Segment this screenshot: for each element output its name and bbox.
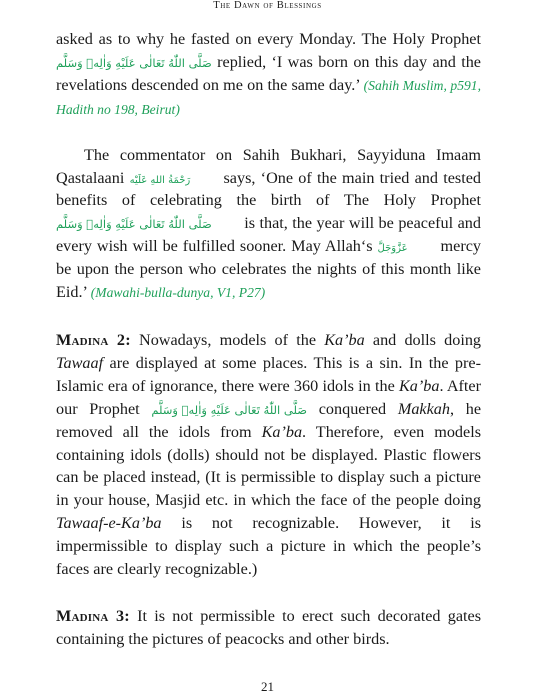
paragraph-text: asked as to why he fasted on every Monday. The Holy Prophet: [56, 30, 481, 48]
paragraph-text: are displayed at some places. This is a sin. In the pre-Islamic era of ignorance, there were 360 idols in the: [56, 353, 481, 395]
term-makkah: Makkah: [397, 399, 450, 418]
page-number: 21: [261, 679, 274, 694]
paragraph-text: conquered: [307, 399, 398, 418]
paragraph-text: The commentator on Sahih Bukhari, Sayyiduna Imaam Qastalaani: [56, 145, 481, 187]
paragraph-text: replied, ‘I was born on this day and the revelations descended on me on the same day.’: [56, 52, 481, 94]
salutation-calligraphy: صَلَّى اللّٰهُ تَعَالٰى عَلَيْهِ وَاٰلِهٖ وَسَلَّم: [151, 402, 308, 417]
paragraph-text: . After our Prophet: [56, 376, 482, 418]
section-heading-madina-2: Madina 2:: [56, 330, 131, 349]
salutation-calligraphy: صَلَّى اللّٰهُ تَعَالٰى عَلَيْهِ وَاٰلِهٖ وَسَلَّم: [56, 217, 212, 232]
section-heading-madina-3: Madina 3:: [56, 606, 130, 625]
salutation-calligraphy: صَلَّى اللّٰهُ تَعَالٰى عَلَيْهِ وَاٰلِهٖ وَسَلَّم: [56, 55, 212, 70]
paragraph-text: mercy be upon the person who celebrates the nights of this month like Eid.’: [56, 237, 481, 302]
running-head: The Dawn of Blessings: [213, 0, 322, 11]
term-kaba: Ka’ba: [261, 422, 303, 441]
paragraph-birth-monday: [56, 28, 481, 122]
page-body: [56, 28, 481, 651]
paragraph-qastalaani: [56, 144, 481, 305]
paragraph-text: It is not permissible to erect such decorated gates containing the pictures of peacocks and other birds.: [56, 606, 481, 648]
paragraph-text: . Therefore, even models containing idols (dolls) should not be displayed. Plastic flowers can be placed instead, (It is permissible to display such a picture in your house, Masjid etc. in which the face of the people doing: [56, 422, 481, 510]
paragraph-text: is that, the year will be peaceful and every wish will be fulfilled sooner. May Allah‘s: [56, 214, 481, 256]
honorific-calligraphy: رَحْمَةُ اللهِ عَلَيْه: [129, 174, 191, 186]
section-madina-2: [56, 329, 481, 581]
paragraph-text: , he removed all the idols from: [56, 399, 481, 441]
term-kaba: Ka’ba: [399, 376, 440, 395]
paragraph-text: and dolls doing: [364, 330, 482, 349]
citation-mawahib: (Mawahi-bulla-dunya, V1, P27): [90, 285, 266, 301]
paragraph-text: is not recognizable. However, it is impermissible to display such a picture in which the people’s faces are clearly recognizable.): [56, 514, 481, 579]
section-madina-3: [56, 605, 481, 651]
glorification-calligraphy: عَزَّوَجَلَّ: [377, 243, 408, 255]
paragraph-text: Nowadays, models of the: [130, 330, 325, 349]
paragraph-text: says, ‘One of the main tried and tested benefits of celebrating the birth of The Holy Prophet: [56, 168, 481, 210]
term-tawaaf: Tawaaf: [56, 353, 104, 372]
term-tawaaf-e-kaba: Tawaaf-e-Ka’ba: [56, 514, 162, 533]
term-kaba: Ka’ba: [324, 330, 365, 349]
citation-sahih-muslim: (Sahih Muslim, p591, Hadith no 198, Beirut): [56, 77, 481, 117]
